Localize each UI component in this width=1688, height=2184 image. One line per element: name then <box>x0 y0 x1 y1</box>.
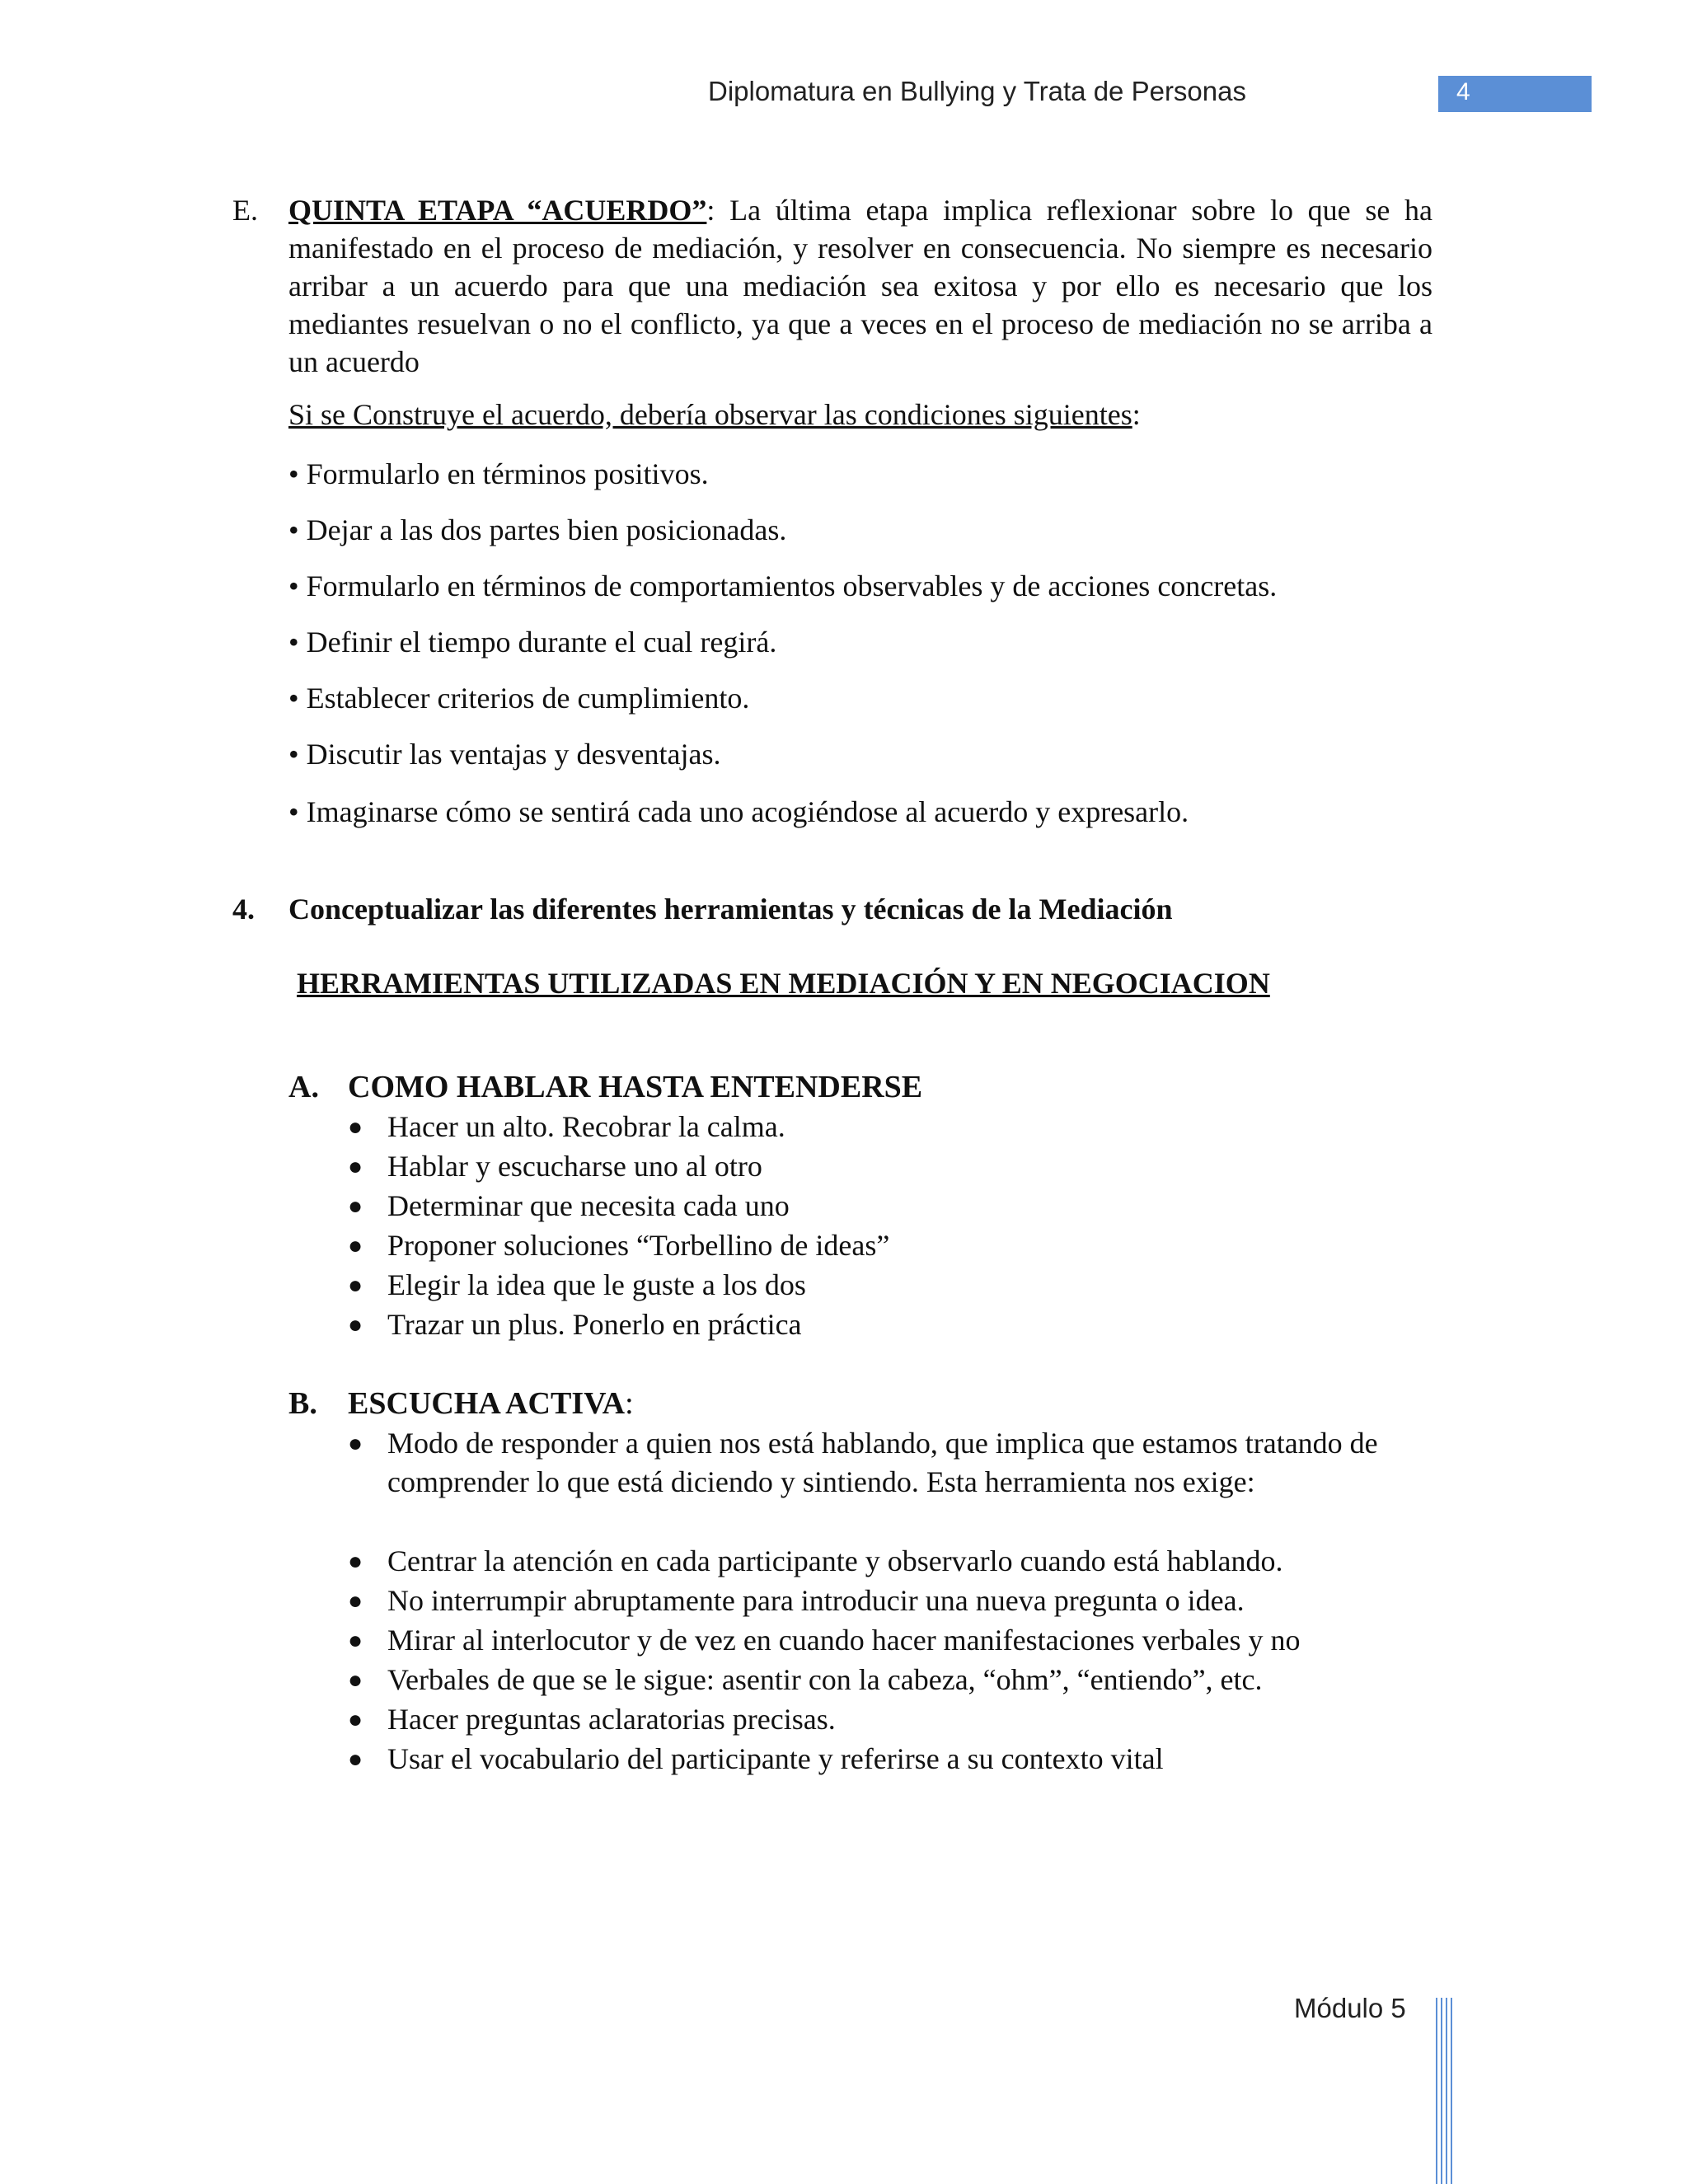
list-item <box>348 1187 1419 1226</box>
condition-item: • Discutir las ventajas y desventajas. <box>288 738 721 771</box>
list-item <box>348 1108 1419 1146</box>
list-item <box>348 1424 1419 1502</box>
list-item-text: Determinar que necesita cada uno <box>387 1189 790 1222</box>
section-4-number: 4. <box>232 893 255 926</box>
list-item <box>348 1542 1419 1581</box>
section-a-title: COMO HABLAR HASTA ENTENDERSE <box>348 1070 923 1104</box>
bullet-icon: ● <box>348 1311 363 1338</box>
list-item <box>348 1226 1419 1265</box>
footer-bar <box>1436 1998 1437 2184</box>
section-b-colon: : <box>625 1386 634 1421</box>
section-b-title-text: ESCUCHA ACTIVA <box>348 1386 626 1421</box>
condition-item: • Dejar a las dos partes bien posicionadas. <box>288 513 787 546</box>
footer-bar <box>1451 1998 1452 2184</box>
section-b-letter: B. <box>288 1386 317 1421</box>
footer-bar <box>1446 1998 1447 2184</box>
condition-item: • Definir el tiempo durante el cual regirá. <box>288 626 777 658</box>
footer-bar <box>1441 1998 1442 2184</box>
bullet-icon: ● <box>348 1587 363 1615</box>
bullet-icon: ● <box>348 1746 363 1773</box>
list-item <box>348 1621 1419 1660</box>
conditions-intro <box>288 396 1141 434</box>
stage-e-paragraph <box>288 191 1432 381</box>
footer-module-label: Módulo 5 <box>1294 1993 1406 2023</box>
list-item-text: Mirar al interlocutor y de vez en cuando hacer manifestaciones verbales y no <box>387 1624 1301 1657</box>
list-item-text: Hacer un alto. Recobrar la calma. <box>387 1110 785 1143</box>
page-number-badge: 4 <box>1438 76 1592 112</box>
conditions-intro-text: Si se Construye el acuerdo, debería observar las condiciones siguientes <box>288 398 1132 431</box>
list-item-text: Hacer preguntas aclaratorias precisas. <box>387 1703 836 1736</box>
condition-item: • Formularlo en términos de comportamientos observables y de acciones concretas. <box>288 569 1278 602</box>
condition-item: • Imaginarse cómo se sentirá cada uno acogiéndose al acuerdo y expresarlo. <box>288 795 1189 828</box>
tools-heading: HERRAMIENTAS UTILIZADAS EN MEDIACIÓN Y EN NEGOCIACION <box>297 967 1270 1000</box>
condition-item: • Formularlo en términos positivos. <box>288 457 709 490</box>
section-b-title <box>348 1385 634 1422</box>
list-item <box>348 1700 1419 1739</box>
bullet-icon: ● <box>348 1232 363 1259</box>
bullet-icon: ● <box>348 1193 363 1220</box>
bullet-icon: ● <box>348 1272 363 1299</box>
section-4-title: Conceptualizar las diferentes herramientas y técnicas de la Mediación <box>288 893 1173 926</box>
list-item-text: Verbales de que se le sigue: asentir con la cabeza, “ohm”, “entiendo”, etc. <box>387 1663 1263 1696</box>
condition-item: • Establecer criterios de cumplimiento. <box>288 682 750 715</box>
bullet-icon: ● <box>348 1113 363 1141</box>
bullet-icon: ● <box>348 1153 363 1180</box>
list-item-text: No interrumpir abruptamente para introducir una nueva pregunta o idea. <box>387 1584 1245 1617</box>
footer-decorative-bars <box>1436 1998 1452 2184</box>
bullet-icon: ● <box>348 1430 363 1457</box>
list-item <box>348 1582 1419 1620</box>
list-item <box>348 1661 1419 1699</box>
stage-e-body: La última etapa implica reflexionar sobre lo que se ha manifestado en el proceso de mediación, y resolver en consecuencia. No siempre es necesario arribar a un acuerdo para que una mediación sea exitosa y por ello es necesario que los mediantes resuelvan o no el conflicto, ya que a veces en el proceso de mediación no se arriba a un acuerdo <box>288 194 1432 378</box>
list-item-text: Centrar la atención en cada participante y observarlo cuando está hablando. <box>387 1544 1283 1577</box>
stage-e-title: QUINTA ETAPA “ACUERDO” <box>288 194 707 227</box>
bullet-icon: ● <box>348 1666 363 1694</box>
list-item-text: Hablar y escucharse uno al otro <box>387 1150 762 1183</box>
list-item-text: Trazar un plus. Ponerlo en práctica <box>387 1308 802 1341</box>
section-a-letter: A. <box>288 1070 319 1104</box>
conditions-intro-colon: : <box>1132 398 1141 431</box>
bullet-icon: ● <box>348 1706 363 1733</box>
bullet-icon: ● <box>348 1548 363 1575</box>
header-title: Diplomatura en Bullying y Trata de Personas <box>707 76 1246 106</box>
list-item-text: Elegir la idea que le guste a los dos <box>387 1268 806 1301</box>
bullet-icon: ● <box>348 1627 363 1654</box>
list-item-text: Proponer soluciones “Torbellino de ideas” <box>387 1229 890 1262</box>
list-item-text: Modo de responder a quien nos está hablando, que implica que estamos tratando de comprender lo que está diciendo y sintiendo. Esta herramienta nos exige: <box>387 1427 1378 1498</box>
list-item <box>348 1740 1419 1779</box>
stage-e-colon: : <box>706 194 715 227</box>
list-item-text: Usar el vocabulario del participante y referirse a su contexto vital <box>387 1742 1164 1775</box>
list-item <box>348 1266 1419 1305</box>
stage-e-letter: E. <box>232 194 258 227</box>
list-item <box>348 1147 1419 1186</box>
list-item <box>348 1305 1419 1344</box>
